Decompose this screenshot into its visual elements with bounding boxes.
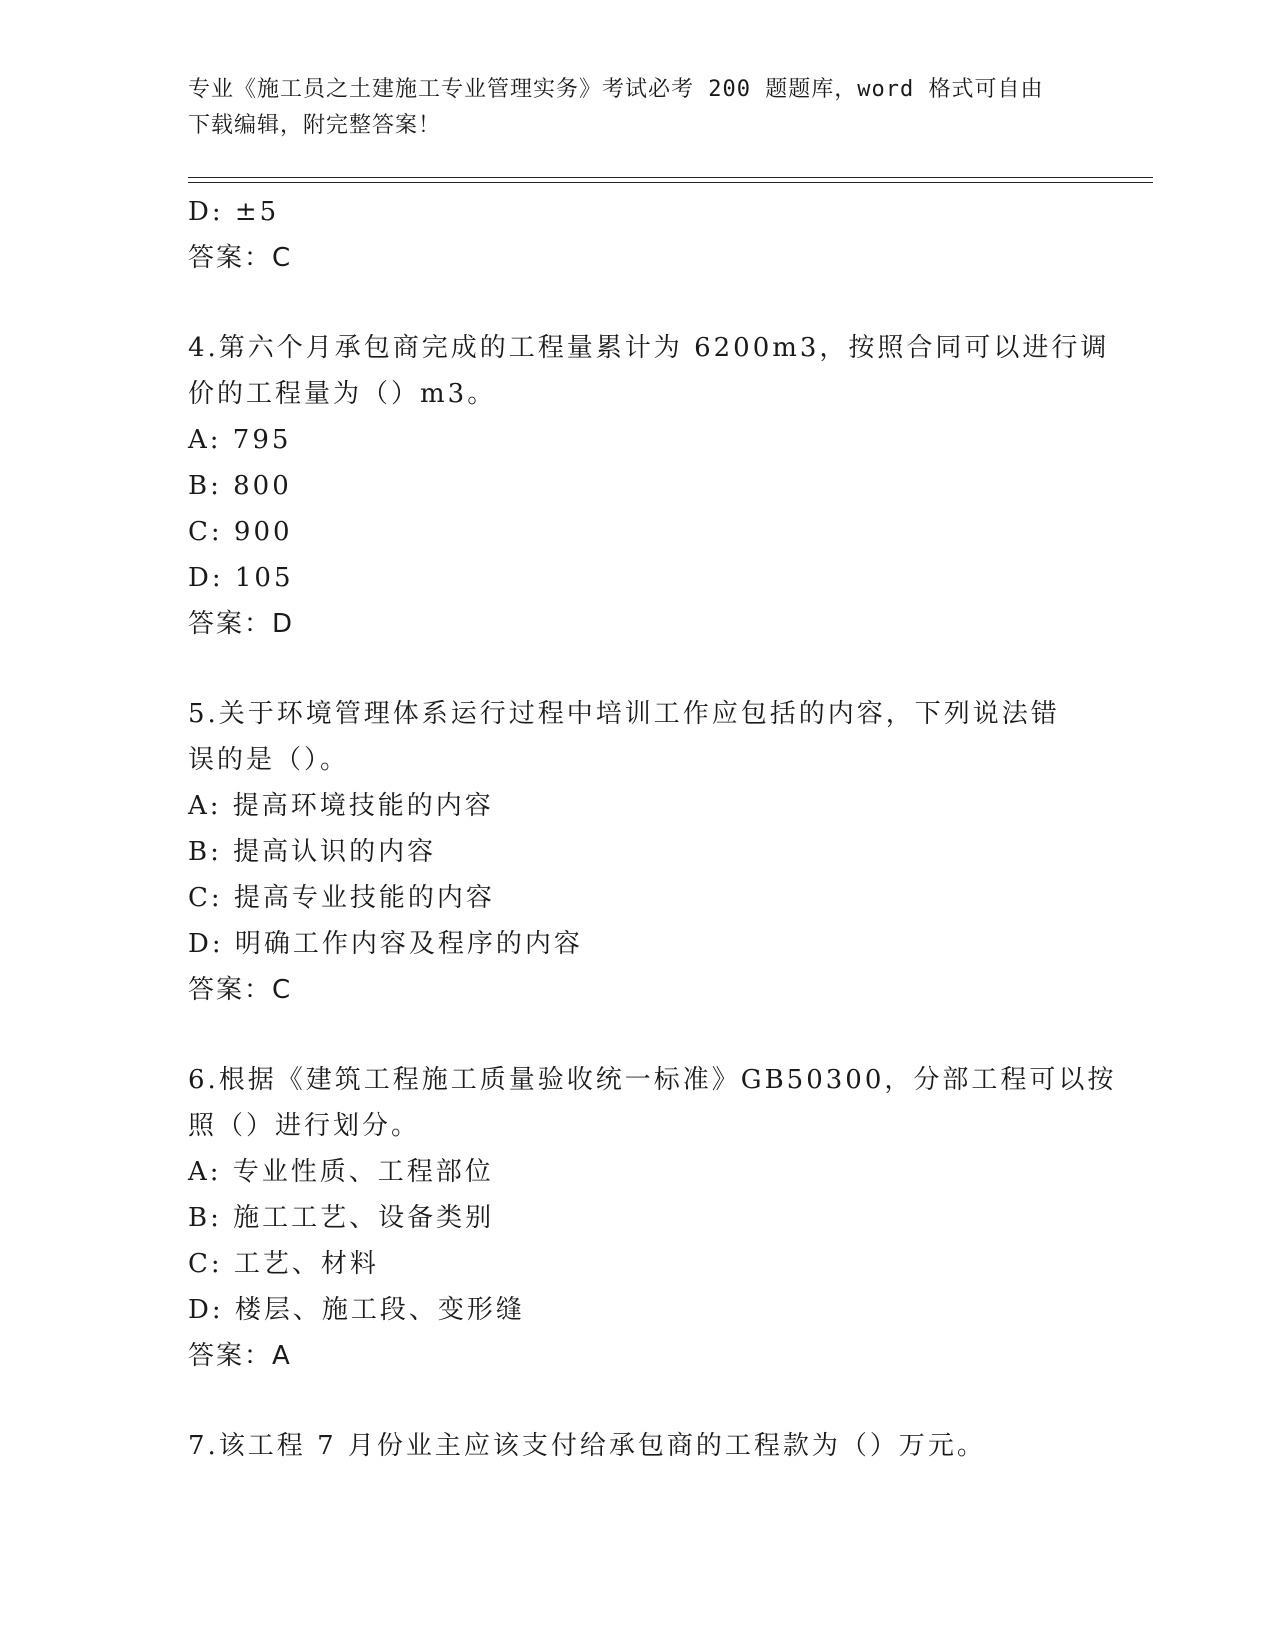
- question-stem-line-2: 照（）进行划分。: [188, 1111, 421, 1141]
- header-line-2: 下载编辑，附完整答案！: [188, 113, 442, 138]
- header-line-1: 专业《施工员之土建施工专业管理实务》考试必考 200 题题库，word 格式可自由: [188, 77, 1044, 102]
- answer-line: 答案：C: [188, 243, 293, 273]
- header-divider-bottom: [188, 182, 1153, 183]
- option-c: C: 900: [188, 517, 293, 547]
- question-4: [188, 325, 1110, 647]
- spacer: [188, 1013, 1088, 1057]
- question-5: [188, 691, 1088, 1013]
- option-d: D: ±5: [188, 197, 280, 227]
- answer-line: 答案：C: [188, 975, 293, 1005]
- spacer: [188, 281, 1088, 325]
- option-a: A: 专业性质、工程部位: [188, 1157, 494, 1187]
- question-stem-line-2: 误的是（）。: [188, 745, 350, 775]
- option-a: A: 提高环境技能的内容: [188, 791, 494, 821]
- option-b: B: 提高认识的内容: [188, 837, 437, 867]
- question-6: [188, 1057, 1117, 1379]
- question-stem-line-1: 5.关于环境管理体系运行过程中培训工作应包括的内容，下列说法错: [188, 699, 1060, 729]
- header-divider-top: [188, 177, 1153, 178]
- option-a: A: 795: [188, 425, 292, 455]
- option-b: B: 施工工艺、设备类别: [188, 1203, 495, 1233]
- answer-line: 答案：D: [188, 609, 295, 639]
- question-stem-line-1: 6.根据《建筑工程施工质量验收统一标准》GB50300，分部工程可以按: [188, 1065, 1117, 1095]
- answer-line: 答案：A: [188, 1341, 292, 1371]
- option-d: D: 楼层、施工段、变形缝: [188, 1295, 525, 1325]
- option-d: D: 明确工作内容及程序的内容: [188, 929, 583, 959]
- option-c: C: 提高专业技能的内容: [188, 883, 495, 913]
- question-7: [188, 1423, 1088, 1469]
- spacer: [188, 1379, 1088, 1423]
- question-stem-line-1: 4.第六个月承包商完成的工程量累计为 6200m3，按照合同可以进行调: [188, 333, 1110, 363]
- question-list: [188, 189, 1117, 1469]
- option-c: C: 工艺、材料: [188, 1249, 379, 1279]
- question-stem-line-1: 7.该工程 7 月份业主应该支付给承包商的工程款为（）万元。: [188, 1431, 986, 1461]
- option-d: D: 105: [188, 563, 294, 593]
- question-stem-line-2: 价的工程量为（）m3。: [188, 379, 497, 409]
- option-b: B: 800: [188, 471, 292, 501]
- spacer: [188, 647, 1088, 691]
- page-header: [188, 72, 1068, 144]
